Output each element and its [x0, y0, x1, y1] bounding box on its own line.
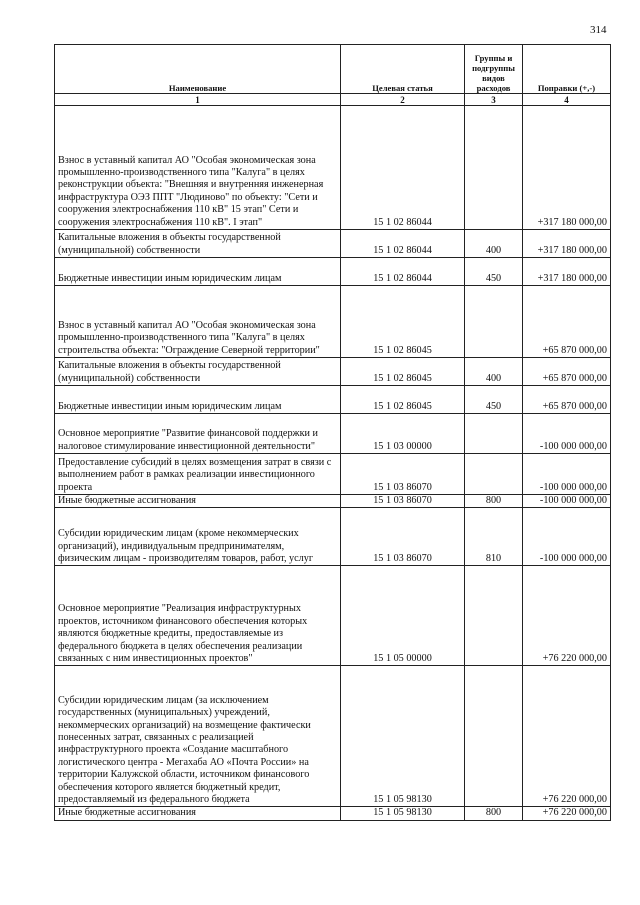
row-name: Иные бюджетные ассигнования: [55, 807, 341, 820]
column-number: 2: [341, 94, 465, 106]
row-name: Бюджетные инвестиции иным юридическим лицам: [55, 386, 341, 414]
header-amount: Поправки (+,-): [523, 45, 611, 94]
table-row: [55, 106, 611, 230]
row-name: Капитальные вложения в объекты государственной (муниципальной) собственности: [55, 230, 341, 258]
row-amount: -100 000 000,00: [523, 495, 611, 508]
row-code: 15 1 03 00000: [341, 414, 465, 454]
page-number: 314: [590, 24, 607, 36]
table-row: [55, 508, 611, 566]
table-row: [55, 454, 611, 495]
row-amount: +76 220 000,00: [523, 807, 611, 820]
row-name: Иные бюджетные ассигнования: [55, 495, 341, 508]
row-group: [465, 566, 523, 666]
row-amount: +65 870 000,00: [523, 358, 611, 386]
row-code: 15 1 03 86070: [341, 495, 465, 508]
budget-table: [54, 44, 611, 821]
row-name: Основное мероприятие "Реализация инфраструктурных проектов, источником финансового обеспечения которых являются бюджетные кредиты, предоставляемые из федерального бюджета в целях обеспечения реализации связанных с ним инвестиционных проектов": [55, 566, 341, 666]
table-row: [55, 666, 611, 807]
row-name: Субсидии юридическим лицам (за исключением государственных (муниципальных) учреждений, некоммерческих организаций) на возмещение фактически понесенных затрат, связанных с реализацией инфраструктурного проекта «Создание масштабного логистического центра - Мегахаба АО «Почта России» на территории Калужской области, источником финансового обеспечения которого является бюджетный кредит, предоставляемый из федерального бюджета: [55, 666, 341, 807]
row-group: 450: [465, 258, 523, 286]
row-code: 15 1 03 86070: [341, 454, 465, 495]
header-code: Целевая статья: [341, 45, 465, 94]
row-amount: -100 000 000,00: [523, 454, 611, 495]
table-row: [55, 566, 611, 666]
table-row: [55, 258, 611, 286]
row-code: 15 1 02 86044: [341, 106, 465, 230]
row-amount: +76 220 000,00: [523, 566, 611, 666]
row-group: 400: [465, 230, 523, 258]
row-group: 810: [465, 508, 523, 566]
row-code: 15 1 05 00000: [341, 566, 465, 666]
column-number: 1: [55, 94, 341, 106]
row-code: 15 1 05 98130: [341, 807, 465, 820]
column-number: 3: [465, 94, 523, 106]
row-group: [465, 666, 523, 807]
row-group: [465, 414, 523, 454]
table-row: [55, 358, 611, 386]
row-name: Взнос в уставный капитал АО "Особая экономическая зона промышленно-производственного типа "Калуга" в целях реконструкции объекта: "Внешняя и внутренняя инженерная инфраструктура ОЭЗ ППТ "Людиново" по объекту: "Сети и сооружения электроснабжения 110 кВ" 15 этап" Сети и сооружения электроснабжения 110 кВ". I этап": [55, 106, 341, 230]
row-group: 450: [465, 386, 523, 414]
row-name: Основное мероприятие "Развитие финансовой поддержки и налоговое стимулирование инвестиционной деятельности": [55, 414, 341, 454]
row-code: 15 1 02 86044: [341, 258, 465, 286]
header-name: Наименование: [55, 45, 341, 94]
row-code: 15 1 05 98130: [341, 666, 465, 807]
table-row: [55, 286, 611, 358]
row-name: Бюджетные инвестиции иным юридическим лицам: [55, 258, 341, 286]
row-name: Взнос в уставный капитал АО "Особая экономическая зона промышленно-производственного типа "Калуга" в целях строительства объекта: "Ограждение Северной территории": [55, 286, 341, 358]
row-group: [465, 106, 523, 230]
table-row: [55, 414, 611, 454]
row-amount: +65 870 000,00: [523, 386, 611, 414]
row-amount: +76 220 000,00: [523, 666, 611, 807]
row-amount: +317 180 000,00: [523, 230, 611, 258]
row-amount: +65 870 000,00: [523, 286, 611, 358]
row-name: Капитальные вложения в объекты государственной (муниципальной) собственности: [55, 358, 341, 386]
row-amount: -100 000 000,00: [523, 414, 611, 454]
row-name: Предоставление субсидий в целях возмещения затрат в связи с выполнением работ в рамках реализации инвестиционного проекта: [55, 454, 341, 495]
table-row: [55, 807, 611, 820]
row-group: 400: [465, 358, 523, 386]
row-code: 15 1 02 86045: [341, 358, 465, 386]
row-group: [465, 454, 523, 495]
row-amount: +317 180 000,00: [523, 258, 611, 286]
header-row: [55, 45, 611, 94]
column-number-row: [55, 94, 611, 106]
row-amount: +317 180 000,00: [523, 106, 611, 230]
header-group: Группы и подгруппы видов расходов: [465, 45, 523, 94]
row-name: Субсидии юридическим лицам (кроме некоммерческих организаций), индивидуальным предпринимателям, физическим лицам - производителям товаров, работ, услуг: [55, 508, 341, 566]
row-code: 15 1 03 86070: [341, 508, 465, 566]
row-group: 800: [465, 807, 523, 820]
table-row: [55, 386, 611, 414]
row-group: [465, 286, 523, 358]
table-row: [55, 230, 611, 258]
row-code: 15 1 02 86045: [341, 286, 465, 358]
row-code: 15 1 02 86045: [341, 386, 465, 414]
row-amount: -100 000 000,00: [523, 508, 611, 566]
table-row: [55, 495, 611, 508]
column-number: 4: [523, 94, 611, 106]
row-group: 800: [465, 495, 523, 508]
row-code: 15 1 02 86044: [341, 230, 465, 258]
